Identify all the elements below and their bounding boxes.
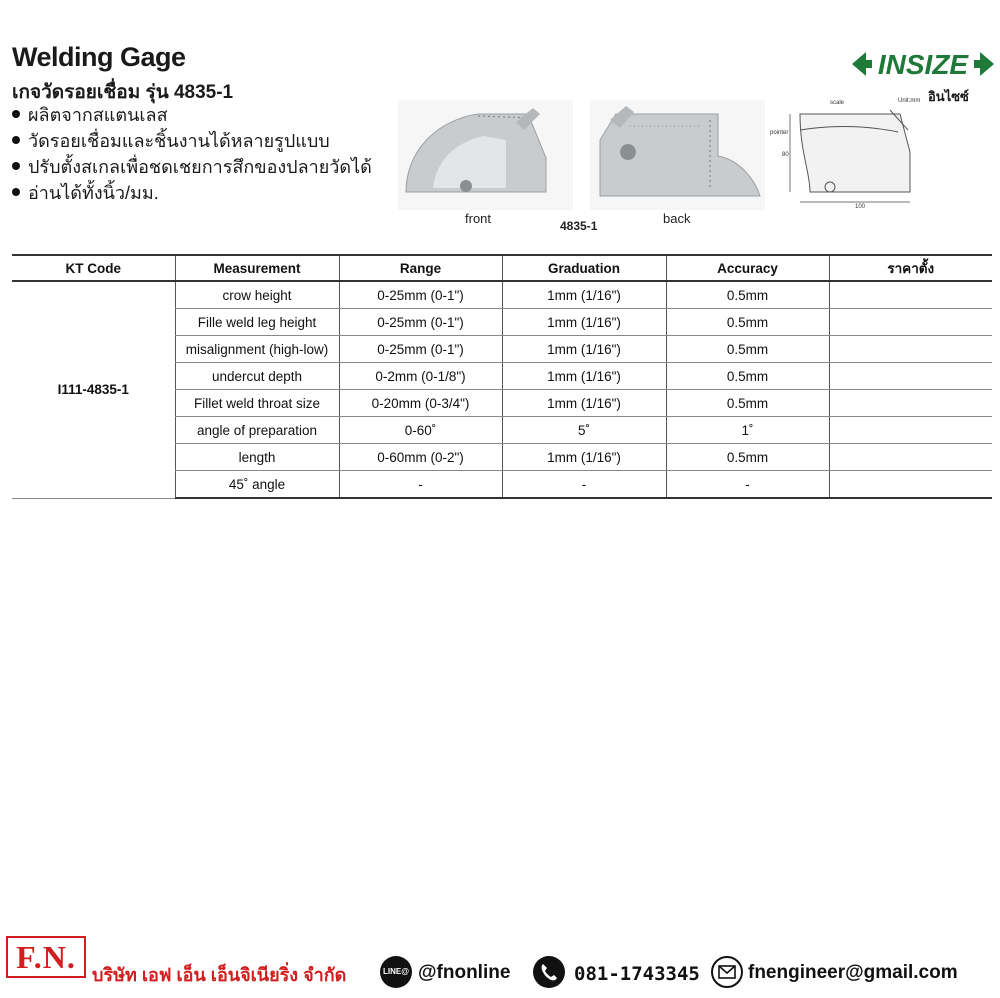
measurement-cell: crow height [175, 281, 339, 309]
gauge-front-photo [398, 100, 573, 210]
diagram-height-label: 80 [782, 152, 789, 158]
bullet-icon [12, 136, 20, 144]
range-cell: 0-25mm (0-1") [339, 309, 502, 336]
measurement-cell: length [175, 444, 339, 471]
accuracy-cell: 0.5mm [666, 309, 829, 336]
range-cell: 0-25mm (0-1") [339, 336, 502, 363]
measurement-cell: Fillet weld throat size [175, 390, 339, 417]
measurement-cell: angle of preparation [175, 417, 339, 444]
dimension-diagram [770, 92, 928, 210]
accuracy-cell: 1˚ [666, 417, 829, 444]
accuracy-cell: 0.5mm [666, 363, 829, 390]
brand-thai-name: อินไซซ์ [928, 89, 969, 104]
email-icon [711, 956, 743, 988]
header-range: Range [339, 255, 502, 281]
feature-item: ปรับตั้งสเกลเพื่อชดเชยการสึกของปลายวัดได้ [12, 154, 372, 180]
graduation-cell: 1mm (1/16") [502, 336, 666, 363]
accuracy-cell: - [666, 471, 829, 499]
bullet-icon [12, 162, 20, 170]
product-title: Welding Gage [12, 42, 186, 72]
graduation-cell: 1mm (1/16") [502, 444, 666, 471]
brand-name: INSIZE [877, 49, 969, 80]
header-price: ราคาตั้ง [829, 255, 992, 281]
insize-logo [852, 44, 994, 84]
price-cell [829, 444, 992, 471]
line-id[interactable]: @fnonline [418, 962, 511, 983]
accuracy-cell: 0.5mm [666, 336, 829, 363]
price-cell [829, 281, 992, 309]
feature-item: ผลิตจากสแตนเลส [12, 102, 372, 128]
graduation-cell: 1mm (1/16") [502, 390, 666, 417]
phone-icon [533, 956, 565, 988]
measurement-cell: Fille weld leg height [175, 309, 339, 336]
price-cell [829, 309, 992, 336]
price-cell [829, 363, 992, 390]
accuracy-cell: 0.5mm [666, 390, 829, 417]
range-cell: 0-2mm (0-1/8") [339, 363, 502, 390]
diagram-width-label: 100 [855, 204, 866, 210]
contact-footer [0, 934, 1000, 998]
table-header-row [12, 255, 992, 281]
measurement-cell: 45˚ angle [175, 471, 339, 499]
diagram-unit-label: Unit:mm [898, 98, 921, 104]
line-icon: LINE@ [380, 956, 412, 988]
graduation-cell: 1mm (1/16") [502, 281, 666, 309]
front-label: front [465, 211, 492, 226]
diagram-scale-label: scale [830, 100, 845, 106]
email-address[interactable]: fnengineer@gmail.com [748, 962, 958, 983]
header-measurement: Measurement [175, 255, 339, 281]
phone-number[interactable]: 081-1743345 [574, 963, 700, 985]
company-name: บริษัท เอฟ เอ็น เอ็นจิเนียริ่ง จำกัด [92, 965, 347, 985]
range-cell: - [339, 471, 502, 499]
price-cell [829, 336, 992, 363]
graduation-cell: - [502, 471, 666, 499]
table-row [12, 281, 992, 309]
range-cell: 0-60mm (0-2") [339, 444, 502, 471]
header-accuracy: Accuracy [666, 255, 829, 281]
feature-list [12, 102, 372, 206]
gauge-back-photo [590, 100, 765, 210]
spec-table [12, 254, 992, 499]
accuracy-cell: 0.5mm [666, 444, 829, 471]
accuracy-cell: 0.5mm [666, 281, 829, 309]
header-kt-code: KT Code [12, 255, 175, 281]
measurement-cell: undercut depth [175, 363, 339, 390]
graduation-cell: 5˚ [502, 417, 666, 444]
feature-item: วัดรอยเชื่อมและชิ้นงานได้หลายรูปแบบ [12, 128, 372, 154]
range-cell: 0-60˚ [339, 417, 502, 444]
graduation-cell: 1mm (1/16") [502, 309, 666, 336]
range-cell: 0-20mm (0-3/4") [339, 390, 502, 417]
bullet-icon [12, 188, 20, 196]
graduation-cell: 1mm (1/16") [502, 363, 666, 390]
price-cell [829, 471, 992, 499]
range-cell: 0-25mm (0-1") [339, 281, 502, 309]
header-graduation: Graduation [502, 255, 666, 281]
back-label: back [663, 211, 691, 226]
model-label: 4835-1 [560, 219, 598, 233]
bullet-icon [12, 110, 20, 118]
price-cell [829, 417, 992, 444]
price-cell [829, 390, 992, 417]
kt-code-cell: I111-4835-1 [12, 281, 175, 498]
feature-item: อ่านได้ทั้งนิ้ว/มม. [12, 180, 372, 206]
diagram-pointer-label: pointer [770, 130, 789, 136]
measurement-cell: misalignment (high-low) [175, 336, 339, 363]
product-subtitle: เกจวัดรอยเชื่อม รุ่น 4835-1 [12, 82, 234, 103]
fn-logo: F.N. [6, 936, 86, 978]
